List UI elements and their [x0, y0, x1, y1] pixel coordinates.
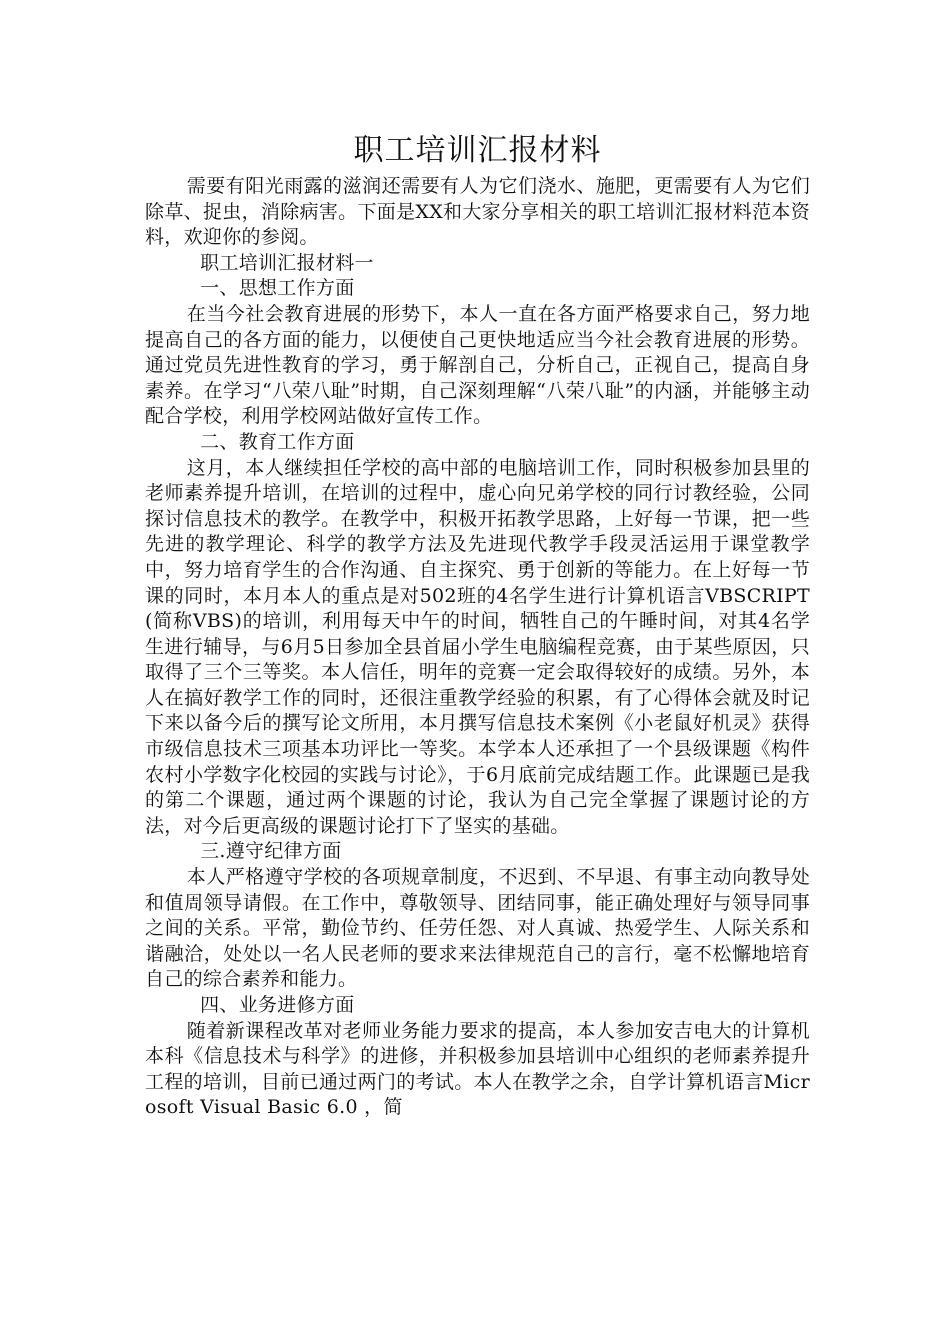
- paragraph-education: 这月，本人继续担任学校的高中部的电脑培训工作，同时积极参加县里的老师素养提升培训，在培训的过程中，虚心向兄弟学校的同行讨教经验，公同探讨信息技术的教学。在教学中，积极开拓教学思路，上好每一节课，把一些先进的教学理论、科学的教学方法及先进现代教学手段灵活运用于课堂教学中，努力培育学生的合作沟通、自主探究、勇于创新的等能力。在上好每一节课的同时，本月本人的重点是对502班的4名学生进行计算机语言VBSCRIPT(简称VBS)的培训，利用每天中午的时间，牺牲自己的午睡时间，对其4名学生进行辅导，与6月5日参加全县首届小学生电脑编程竞赛，由于某些原因，只取得了三个三等奖。本人信任，明年的竞赛一定会取得较好的成绩。另外，本人在搞好教学工作的同时，还很注重教学经验的积累，有了心得体会就及时记下来以备今后的撰写论文所用，本月撰写信息技术案例《小老鼠好机灵》获得市级信息技术三项基本功评比一等奖。本学本人还承担了一个县级课题《构件农村小学数字化校园的实践与讨论》，于6月底前完成结题工作。此课题已是我的第二个课题，通过两个课题的讨论，我认为自己完全掌握了课题讨论的方法，对今后更高级的课题讨论打下了坚实的基础。: [145, 456, 810, 837]
- section-heading-education: 二、教育工作方面: [200, 430, 355, 453]
- section-heading-ideology: 一、思想工作方面: [200, 277, 355, 300]
- intro-paragraph: 需要有阳光雨露的滋润还需要有人为它们浇水、施肥，更需要有人为它们除草、捉虫，消除病害。下面是XX和大家分享相关的职工培训汇报材料范本资料，欢迎你的参阅。: [145, 175, 810, 249]
- section-heading-study: 四、业务进修方面: [200, 994, 355, 1016]
- document-page: [145, 128, 810, 1121]
- paragraph-study: 随着新课程改革对老师业务能力要求的提高，本人参加安吉电大的计算机本科《信息技术与科学》的进修，并积极参加县培训中心组织的老师素养提升工程的培训，目前已通过两门的考试。本人在教学之余，自学计算机语言Microsoft Visual Basic 6.0 ，简: [145, 1019, 810, 1119]
- document-body: [145, 174, 810, 1121]
- paragraph-discipline: 本人严格遵守学校的各项规章制度，不迟到、不早退、有事主动向教导处和值周领导请假。在工作中，尊敬领导、团结同事，能正确处理好与领导同事之间的关系。平常，勤俭节约、任劳任怨、对人真诚、热爱学生、人际关系和谐融洽，处处以一名人民老师的要求来法律规范自己的言行，毫不松懈地培育自己的综合素养和能力。: [145, 866, 810, 991]
- document-title: 职工培训汇报材料: [353, 133, 602, 168]
- section-heading-material-one: 职工培训汇报材料一: [200, 251, 374, 274]
- section-heading-discipline: 三.遵守纪律方面: [200, 840, 342, 863]
- paragraph-ideology: 在当今社会教育进展的形势下，本人一直在各方面严格要求自己，努力地提高自己的各方面的能力，以便使自己更快地适应当今社会教育进展的形势。通过党员先进性教育的学习，勇于解剖自己，分析自己，正视自己，提高自身素养。在学习“八荣八耻”时期，自己深刻理解“八荣八耻”的内涵，并能够主动配合学校，利用学校网站做好宣传工作。: [145, 302, 810, 428]
